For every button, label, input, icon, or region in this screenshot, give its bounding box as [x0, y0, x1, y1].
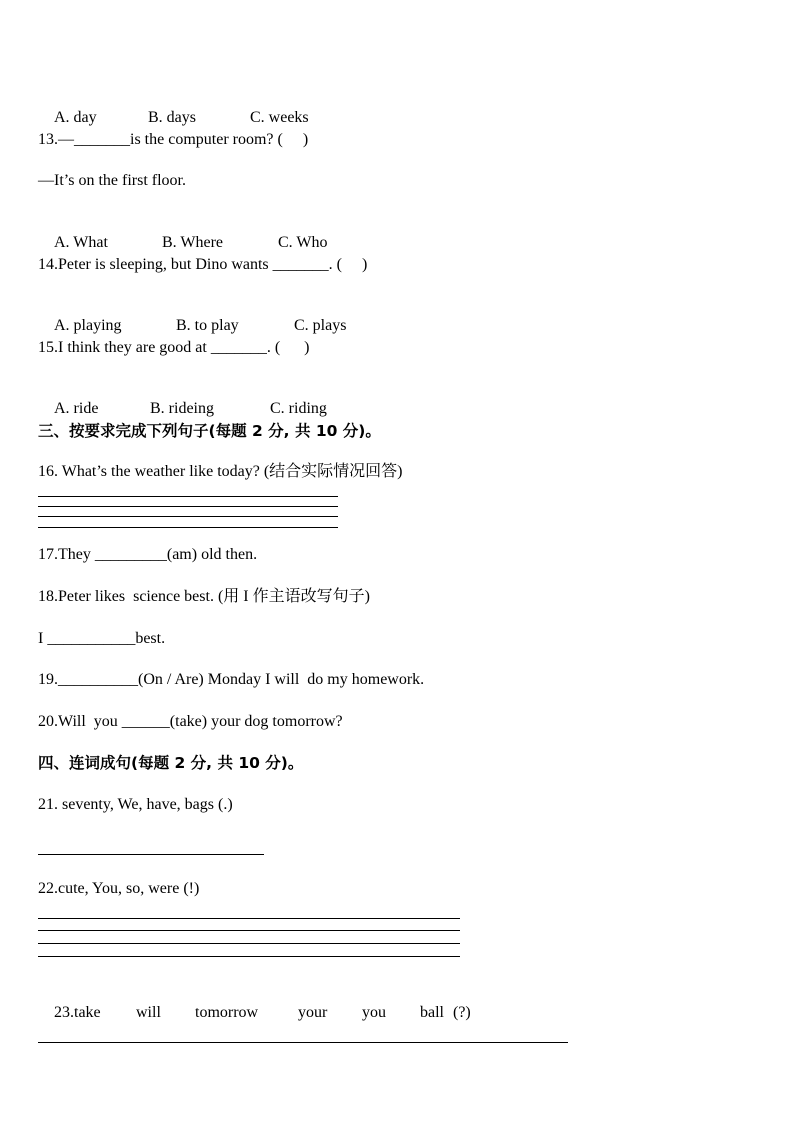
- q14-option-a: A. playing: [54, 317, 122, 334]
- section3-title: 三、按要求完成下列句子(每题 2 分, 共 10 分)。: [38, 422, 381, 440]
- q12-option-c: C. weeks: [250, 109, 309, 126]
- q16-answer-line: [38, 516, 338, 517]
- q23-number: 23.: [54, 1004, 74, 1021]
- q14-option-c: C. plays: [294, 317, 347, 334]
- q16-answer-line: [38, 496, 338, 497]
- q21-answer-line: [38, 854, 264, 855]
- q12-option-b: B. days: [148, 109, 196, 126]
- q18-answer: I ___________best.: [38, 630, 166, 647]
- q13-option-a: A. What: [54, 234, 108, 251]
- q15-question: 15.I think they are good at _______. ( ): [38, 339, 310, 356]
- q16-answer-line: [38, 506, 338, 507]
- q19-question: 19.__________(On / Are) Monday I will do my homework.: [38, 671, 425, 688]
- q21-question: 21. seventy, We, have, bags (.): [38, 796, 233, 813]
- q22-question: 22.cute, You, so, were (!): [38, 880, 200, 897]
- q15-option-b: B. rideing: [150, 400, 214, 417]
- q23-word: take: [74, 1004, 101, 1021]
- q22-answer-line: [38, 930, 460, 931]
- q23-word: your: [298, 1004, 328, 1021]
- q15-option-a: A. ride: [54, 400, 99, 417]
- q20-question: 20.Will you ______(take) your dog tomorrow?: [38, 713, 343, 730]
- section4-title: 四、连词成句(每题 2 分, 共 10 分)。: [38, 754, 304, 772]
- q13-option-b: B. Where: [162, 234, 224, 251]
- q16-answer-line: [38, 527, 338, 528]
- q14-option-b: B. to play: [176, 317, 239, 334]
- q16-question: 16. What’s the weather like today? (结合实际情况回答): [38, 463, 403, 480]
- q23-question: [38, 983, 471, 1043]
- q13-question: 13.—_______is the computer room? ( ): [38, 131, 309, 148]
- q15-option-c: C. riding: [270, 400, 327, 417]
- q12-option-a: A. day: [54, 109, 97, 126]
- q22-answer-line: [38, 918, 460, 919]
- q13-answer: —It’s on the first floor.: [38, 172, 186, 189]
- q23-word: ball: [420, 1004, 444, 1021]
- q17-question: 17.They _________(am) old then.: [38, 546, 258, 563]
- q23-answer-line: [38, 1042, 568, 1043]
- q13-option-c: C. Who: [278, 234, 328, 251]
- q18-question: 18.Peter likes science best. (用 I 作主语改写句子): [38, 588, 370, 605]
- q23-word: tomorrow: [195, 1004, 259, 1021]
- q22-answer-line: [38, 956, 460, 957]
- q23-word: will: [136, 1004, 161, 1021]
- q23-word: you: [362, 1004, 386, 1021]
- q14-question: 14.Peter is sleeping, but Dino wants _______. ( ): [38, 256, 368, 273]
- q22-answer-line: [38, 943, 460, 944]
- q23-word: (?): [453, 1004, 471, 1021]
